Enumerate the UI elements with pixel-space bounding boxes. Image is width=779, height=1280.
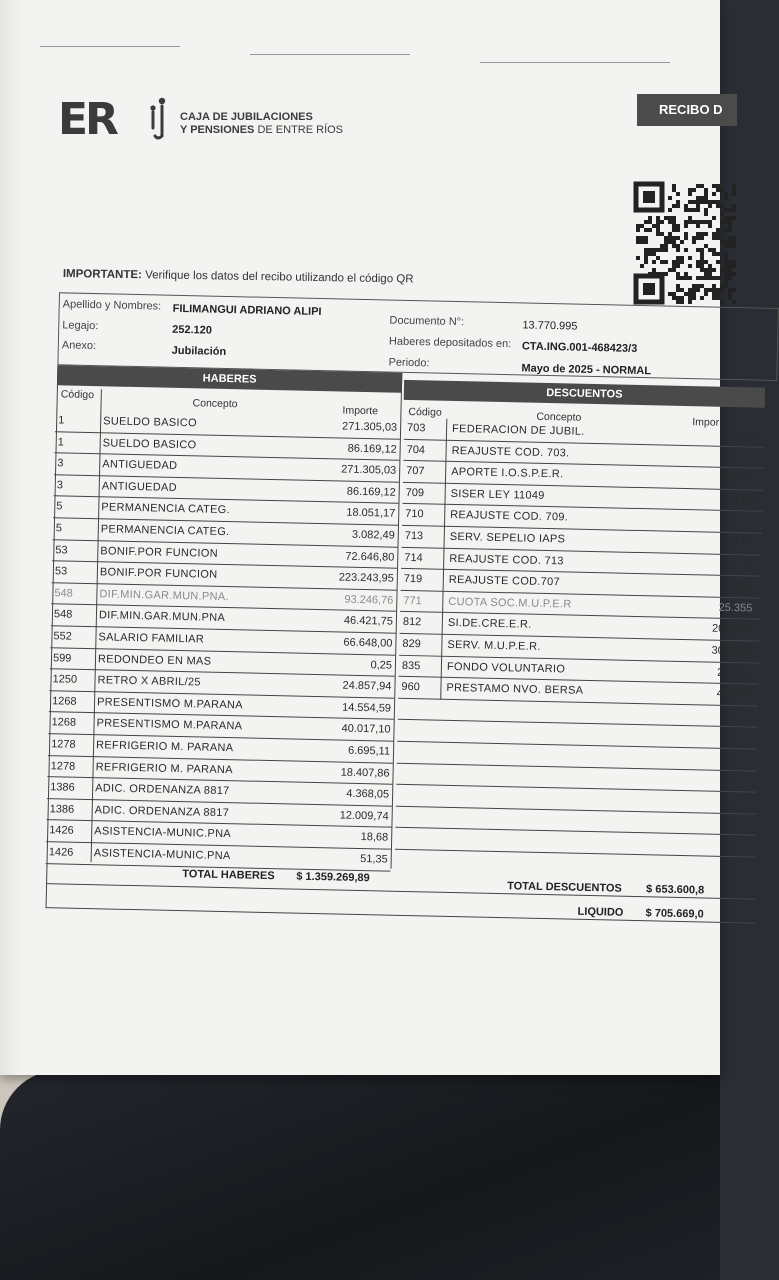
- row-concepto: BONIF.POR FUNCION: [99, 566, 218, 582]
- row-importe: 6.695,11: [347, 744, 391, 758]
- row-importe: 12.009,74: [339, 809, 389, 823]
- liquido-label: LIQUIDO: [577, 905, 624, 919]
- legajo-value: 252.120: [172, 323, 213, 337]
- row-importe: 1.90: [733, 493, 755, 507]
- row-importe: 18.407,86: [340, 766, 390, 780]
- row-concepto: REAJUSTE COD. 713: [449, 552, 564, 567]
- row-codigo: 1386: [49, 803, 75, 816]
- row-importe: 3: [747, 515, 755, 528]
- row-importe: 18,68: [360, 831, 389, 845]
- row-concepto: ADIC. ORDENANZA 8817: [94, 804, 230, 819]
- anexo-value: Jubilación: [171, 344, 227, 358]
- name-value: FILIMANGUI ADRIANO ALIPI: [172, 302, 322, 319]
- row-importe: 745: [734, 580, 753, 593]
- descuentos-col-importe: Impor: [692, 416, 720, 429]
- row-codigo: 710: [405, 508, 424, 521]
- dark-cloth: [0, 1070, 720, 1280]
- row-codigo: 829: [402, 637, 421, 651]
- row-codigo: 714: [404, 551, 423, 564]
- row-importe: 44.690: [716, 687, 751, 701]
- row-importe: 72.646,80: [345, 550, 395, 564]
- total-haberes-value: $ 1.359.269,89: [296, 870, 370, 885]
- row-concepto: BONIF.POR FUNCION: [100, 544, 219, 560]
- org-name: CAJA DE JUBILACIONES Y PENSIONES DE ENTRE RÍOS: [180, 111, 344, 136]
- anexo-label: Anexo:: [61, 339, 97, 353]
- row-codigo: 704: [406, 443, 426, 456]
- row-concepto: SISER LEY 11049: [450, 487, 545, 502]
- row-codigo: 548: [53, 608, 73, 622]
- row-concepto: ASISTENCIA-MUNIC.PNA: [94, 825, 232, 841]
- row-concepto: SI.DE.CRE.E.R.: [447, 617, 532, 632]
- row-codigo: 719: [403, 573, 423, 586]
- total-descuentos-label: TOTAL DESCUENTOS: [507, 880, 622, 895]
- row-importe: 0,25: [370, 658, 393, 672]
- haberes-header: HABERES: [57, 365, 402, 393]
- row-concepto: DIF.MIN.GAR.MUN.PNA.: [99, 588, 229, 603]
- row-codigo: 1: [58, 414, 65, 427]
- row-concepto: PERMANENCIA CATEG.: [101, 501, 231, 517]
- row-codigo: 5: [56, 500, 63, 513]
- row-importe: 46.421,75: [343, 614, 394, 629]
- total-haberes-label: TOTAL HABERES: [182, 868, 275, 883]
- row-importe: 24.857,94: [342, 679, 392, 693]
- row-importe: 3.16: [734, 429, 757, 442]
- row-concepto: CUOTA SOC.M.U.P.E.R: [448, 595, 572, 611]
- row-codigo: 812: [402, 616, 422, 629]
- row-importe: 17: [740, 558, 754, 572]
- descuentos-col-concepto: Concepto: [536, 410, 582, 424]
- qr-notice: IMPORTANTE: Verifique los datos del recibo utilizando el código QR: [62, 268, 414, 286]
- row-codigo: 707: [406, 465, 425, 478]
- liquido-value: $ 705.669,0: [645, 907, 704, 921]
- row-concepto: SUELDO BASICO: [102, 436, 197, 451]
- row-importe: 4.368,05: [346, 787, 390, 801]
- row-codigo: 53: [54, 565, 68, 578]
- qr-code: [632, 182, 732, 304]
- row-codigo: 771: [403, 594, 422, 608]
- row-importe: 271.305,03: [341, 420, 398, 434]
- row-codigo: 548: [54, 587, 73, 600]
- descuentos-header: DESCUENTOS: [404, 380, 765, 408]
- row-codigo: 53: [55, 543, 68, 557]
- row-codigo: 1268: [51, 716, 77, 730]
- doc-value: 13.770.995: [522, 319, 578, 333]
- row-concepto: ADIC. ORDENANZA 8817: [95, 782, 230, 798]
- row-codigo: 1426: [49, 824, 74, 838]
- row-concepto: PERMANENCIA CATEG.: [100, 523, 230, 539]
- row-importe: 6: [749, 451, 756, 464]
- row-importe: 86.169,12: [346, 485, 396, 499]
- row-codigo: 960: [401, 681, 420, 694]
- row-concepto: PRESENTISMO M.PARANA: [96, 717, 243, 733]
- row-concepto: ANTIGUEDAD: [102, 458, 178, 473]
- row-concepto: SERV. M.U.P.E.R.: [447, 638, 541, 653]
- row-importe: 93.246,76: [344, 593, 394, 607]
- row-importe: 205.937: [711, 623, 752, 636]
- row-importe: 14.554,59: [341, 701, 392, 715]
- dep-value: CTA.ING.001-468423/3: [521, 340, 638, 355]
- row-concepto: APORTE I.O.S.P.E.R.: [451, 466, 564, 481]
- row-importe: 3.082,49: [351, 528, 395, 542]
- row-concepto: RETRO X ABRIL/25: [97, 674, 201, 689]
- recibo-tag: RECIBO D: [637, 94, 737, 126]
- row-concepto: SERV. SEPELIO IAPS: [449, 530, 566, 546]
- row-codigo: 1386: [50, 781, 75, 794]
- total-descuentos-value: $ 653.600,8: [645, 883, 705, 897]
- row-importe: 25.355: [718, 601, 753, 615]
- row-concepto: FEDERACION DE JUBIL.: [451, 422, 585, 438]
- row-codigo: 552: [53, 630, 72, 643]
- row-codigo: 3: [56, 479, 64, 492]
- row-importe: 86.169,12: [347, 442, 397, 456]
- row-codigo: 599: [52, 651, 72, 665]
- row-importe: 38.03: [727, 472, 756, 485]
- row-importe: 303.469: [711, 644, 752, 658]
- row-importe: 21.150: [717, 666, 751, 680]
- row-concepto: REFRIGERIO M. PARANA: [95, 760, 233, 776]
- row-concepto: ASISTENCIA-MUNIC.PNA: [93, 847, 231, 863]
- doc-label: Documento N°:: [389, 314, 465, 329]
- row-codigo: 1: [57, 435, 64, 449]
- row-codigo: 1250: [52, 673, 78, 686]
- row-importe: 40.017,10: [341, 722, 391, 737]
- caja-logo-icon: [146, 96, 172, 142]
- row-concepto: ANTIGUEDAD: [101, 480, 178, 494]
- row-concepto: DIF.MIN.GAR.MUN.PNA: [98, 609, 226, 625]
- name-label: Apellido y Nombres:: [62, 298, 162, 313]
- row-importe: 51,35: [360, 853, 388, 866]
- row-concepto: PRESTAMO NVO. BERSA: [446, 682, 584, 698]
- er-logo: ER: [58, 94, 116, 145]
- row-importe: 8.87: [732, 537, 754, 550]
- row-codigo: 1426: [48, 846, 74, 859]
- descuentos-col-codigo: Código: [408, 405, 442, 419]
- row-codigo: 713: [404, 529, 424, 543]
- row-importe: 223.243,95: [338, 571, 394, 585]
- row-concepto: REDONDEO EN MAS: [97, 652, 212, 668]
- haberes-col-concepto: Concepto: [192, 397, 238, 411]
- row-codigo: 835: [401, 659, 421, 672]
- row-concepto: SUELDO BASICO: [103, 415, 198, 430]
- receipt-document: [31, 292, 764, 933]
- row-concepto: REAJUSTE COD. 709.: [450, 509, 569, 524]
- row-importe: 18.051,17: [346, 507, 396, 521]
- periodo-label: Periodo:: [388, 356, 430, 370]
- row-codigo: 1268: [51, 695, 77, 708]
- row-codigo: 3: [57, 457, 64, 470]
- row-concepto: SALARIO FAMILIAR: [98, 631, 205, 646]
- row-codigo: 709: [405, 486, 425, 500]
- haberes-col-codigo: Código: [60, 388, 95, 402]
- row-codigo: 1278: [51, 738, 76, 751]
- row-concepto: REAJUSTE COD. 703.: [451, 444, 570, 460]
- legajo-label: Legajo:: [62, 319, 99, 333]
- row-codigo: 5: [55, 522, 63, 535]
- row-concepto: PRESENTISMO M.PARANA: [96, 696, 243, 712]
- row-importe: 271.305,03: [341, 463, 397, 477]
- row-importe: 66.648,00: [343, 636, 393, 650]
- row-codigo: 1278: [50, 759, 76, 773]
- periodo-value: Mayo de 2025 - NORMAL: [521, 362, 652, 378]
- dep-label: Haberes depositados en:: [388, 335, 512, 351]
- row-codigo: 703: [406, 421, 426, 435]
- row-concepto: REAJUSTE COD.707: [448, 574, 561, 589]
- row-concepto: REFRIGERIO M. PARANA: [95, 739, 234, 755]
- row-concepto: FONDO VOLUNTARIO: [446, 660, 566, 676]
- haberes-col-importe: Importe: [342, 404, 379, 418]
